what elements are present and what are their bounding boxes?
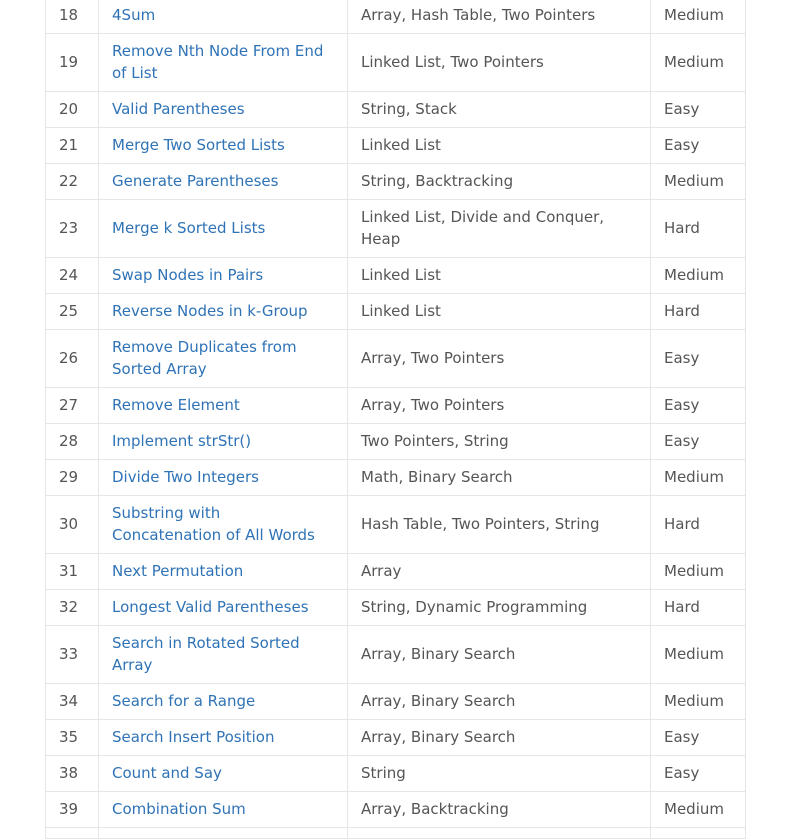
problem-difficulty: Hard bbox=[651, 200, 746, 258]
problems-table-container bbox=[45, 0, 745, 839]
problem-difficulty: Easy bbox=[651, 388, 746, 424]
problem-tags: String, Stack bbox=[348, 92, 651, 128]
problem-difficulty: Hard bbox=[651, 496, 746, 554]
problem-title-link[interactable]: Reverse Nodes in k-Group bbox=[112, 302, 308, 320]
problem-number: 21 bbox=[46, 128, 99, 164]
problem-title-cell bbox=[99, 330, 348, 388]
problem-difficulty: Hard bbox=[651, 590, 746, 626]
table-row bbox=[46, 258, 746, 294]
table-row-partial bbox=[46, 828, 746, 839]
problem-number: 25 bbox=[46, 294, 99, 330]
table-row bbox=[46, 294, 746, 330]
problem-difficulty: Easy bbox=[651, 128, 746, 164]
problem-number: 29 bbox=[46, 460, 99, 496]
problem-title-cell bbox=[99, 424, 348, 460]
problem-title-link[interactable]: Remove Nth Node From End of List bbox=[112, 42, 324, 82]
problem-number: 26 bbox=[46, 330, 99, 388]
problem-number: 20 bbox=[46, 92, 99, 128]
empty-cell bbox=[651, 828, 746, 839]
problem-title-cell bbox=[99, 164, 348, 200]
table-row bbox=[46, 554, 746, 590]
problem-title-link[interactable]: Search for a Range bbox=[112, 692, 256, 710]
table-row bbox=[46, 128, 746, 164]
problem-number: 31 bbox=[46, 554, 99, 590]
problem-tags: Array, Hash Table, Two Pointers bbox=[348, 0, 651, 34]
problem-title-cell bbox=[99, 626, 348, 684]
problem-tags: String, Backtracking bbox=[348, 164, 651, 200]
problem-tags: Math, Binary Search bbox=[348, 460, 651, 496]
problem-number: 23 bbox=[46, 200, 99, 258]
table-row bbox=[46, 496, 746, 554]
problem-number: 27 bbox=[46, 388, 99, 424]
table-row bbox=[46, 200, 746, 258]
problem-tags: Array, Binary Search bbox=[348, 684, 651, 720]
table-row bbox=[46, 164, 746, 200]
problem-tags: String, Dynamic Programming bbox=[348, 590, 651, 626]
problems-table bbox=[45, 0, 746, 839]
problem-title-cell bbox=[99, 496, 348, 554]
empty-cell bbox=[99, 828, 348, 839]
problem-title-link[interactable]: Combination Sum bbox=[112, 800, 246, 818]
problem-title-link[interactable]: Valid Parentheses bbox=[112, 100, 245, 118]
problem-title-link[interactable]: Next Permutation bbox=[112, 562, 244, 580]
problem-difficulty: Medium bbox=[651, 792, 746, 828]
problem-number: 38 bbox=[46, 756, 99, 792]
table-row bbox=[46, 720, 746, 756]
problem-number: 24 bbox=[46, 258, 99, 294]
problem-difficulty: Medium bbox=[651, 0, 746, 34]
problem-difficulty: Medium bbox=[651, 626, 746, 684]
problem-title-link[interactable]: Remove Element bbox=[112, 396, 240, 414]
problem-number: 18 bbox=[46, 0, 99, 34]
empty-cell bbox=[46, 828, 99, 839]
problem-title-link[interactable]: Search Insert Position bbox=[112, 728, 275, 746]
problem-title-link[interactable]: Count and Say bbox=[112, 764, 222, 782]
problem-title-cell bbox=[99, 388, 348, 424]
problem-tags: Linked List bbox=[348, 128, 651, 164]
problem-number: 22 bbox=[46, 164, 99, 200]
problem-difficulty: Medium bbox=[651, 684, 746, 720]
problem-tags: Linked List bbox=[348, 258, 651, 294]
problem-difficulty: Hard bbox=[651, 294, 746, 330]
problems-table-body bbox=[46, 0, 746, 839]
problem-title-link[interactable]: Merge Two Sorted Lists bbox=[112, 136, 285, 154]
problem-number: 32 bbox=[46, 590, 99, 626]
table-row bbox=[46, 626, 746, 684]
problem-title-cell bbox=[99, 554, 348, 590]
problem-number: 33 bbox=[46, 626, 99, 684]
table-row bbox=[46, 792, 746, 828]
table-row bbox=[46, 460, 746, 496]
problem-title-link[interactable]: Remove Duplicates from Sorted Array bbox=[112, 338, 297, 378]
empty-cell bbox=[348, 828, 651, 839]
problem-tags: Array, Two Pointers bbox=[348, 388, 651, 424]
problem-title-cell bbox=[99, 756, 348, 792]
problem-title-link[interactable]: Swap Nodes in Pairs bbox=[112, 266, 264, 284]
problem-number: 35 bbox=[46, 720, 99, 756]
table-row bbox=[46, 34, 746, 92]
problem-difficulty: Easy bbox=[651, 424, 746, 460]
problem-difficulty: Easy bbox=[651, 720, 746, 756]
problem-number: 19 bbox=[46, 34, 99, 92]
problem-difficulty: Easy bbox=[651, 330, 746, 388]
problem-title-cell bbox=[99, 0, 348, 34]
table-row bbox=[46, 756, 746, 792]
problem-title-cell bbox=[99, 590, 348, 626]
problem-number: 34 bbox=[46, 684, 99, 720]
problem-title-cell bbox=[99, 128, 348, 164]
problem-difficulty: Easy bbox=[651, 756, 746, 792]
problem-title-link[interactable]: Divide Two Integers bbox=[112, 468, 259, 486]
problem-tags: Array, Binary Search bbox=[348, 626, 651, 684]
problem-title-cell bbox=[99, 92, 348, 128]
problem-tags: Hash Table, Two Pointers, String bbox=[348, 496, 651, 554]
problem-title-link[interactable]: Implement strStr() bbox=[112, 432, 252, 450]
table-row bbox=[46, 92, 746, 128]
problem-number: 39 bbox=[46, 792, 99, 828]
problem-title-link[interactable]: Substring with Concatenation of All Words bbox=[112, 504, 315, 544]
problem-tags: Two Pointers, String bbox=[348, 424, 651, 460]
problem-difficulty: Medium bbox=[651, 34, 746, 92]
problem-number: 30 bbox=[46, 496, 99, 554]
table-row bbox=[46, 0, 746, 34]
problem-difficulty: Easy bbox=[651, 92, 746, 128]
problem-tags: Linked List, Divide and Conquer, Heap bbox=[348, 200, 651, 258]
problem-title-link[interactable]: Longest Valid Parentheses bbox=[112, 598, 309, 616]
problem-tags: Array bbox=[348, 554, 651, 590]
problem-difficulty: Medium bbox=[651, 164, 746, 200]
table-row bbox=[46, 424, 746, 460]
problem-title-link[interactable]: Merge k Sorted Lists bbox=[112, 219, 266, 237]
problem-title-cell bbox=[99, 460, 348, 496]
table-row bbox=[46, 684, 746, 720]
problem-title-cell bbox=[99, 684, 348, 720]
problem-title-cell bbox=[99, 294, 348, 330]
problem-title-cell bbox=[99, 34, 348, 92]
problem-difficulty: Medium bbox=[651, 460, 746, 496]
problem-title-link[interactable]: 4Sum bbox=[112, 6, 156, 24]
problem-title-link[interactable]: Generate Parentheses bbox=[112, 172, 279, 190]
problem-title-cell bbox=[99, 720, 348, 756]
problem-tags: Linked List, Two Pointers bbox=[348, 34, 651, 92]
table-row bbox=[46, 388, 746, 424]
problem-title-cell bbox=[99, 258, 348, 294]
problem-title-cell bbox=[99, 792, 348, 828]
problem-tags: Array, Backtracking bbox=[348, 792, 651, 828]
problem-tags: String bbox=[348, 756, 651, 792]
problem-tags: Linked List bbox=[348, 294, 651, 330]
problem-title-cell bbox=[99, 200, 348, 258]
problem-title-link[interactable]: Search in Rotated Sorted Array bbox=[112, 634, 300, 674]
problem-tags: Array, Two Pointers bbox=[348, 330, 651, 388]
problem-tags: Array, Binary Search bbox=[348, 720, 651, 756]
table-row bbox=[46, 590, 746, 626]
table-row bbox=[46, 330, 746, 388]
problem-difficulty: Medium bbox=[651, 554, 746, 590]
problem-number: 28 bbox=[46, 424, 99, 460]
problem-difficulty: Medium bbox=[651, 258, 746, 294]
